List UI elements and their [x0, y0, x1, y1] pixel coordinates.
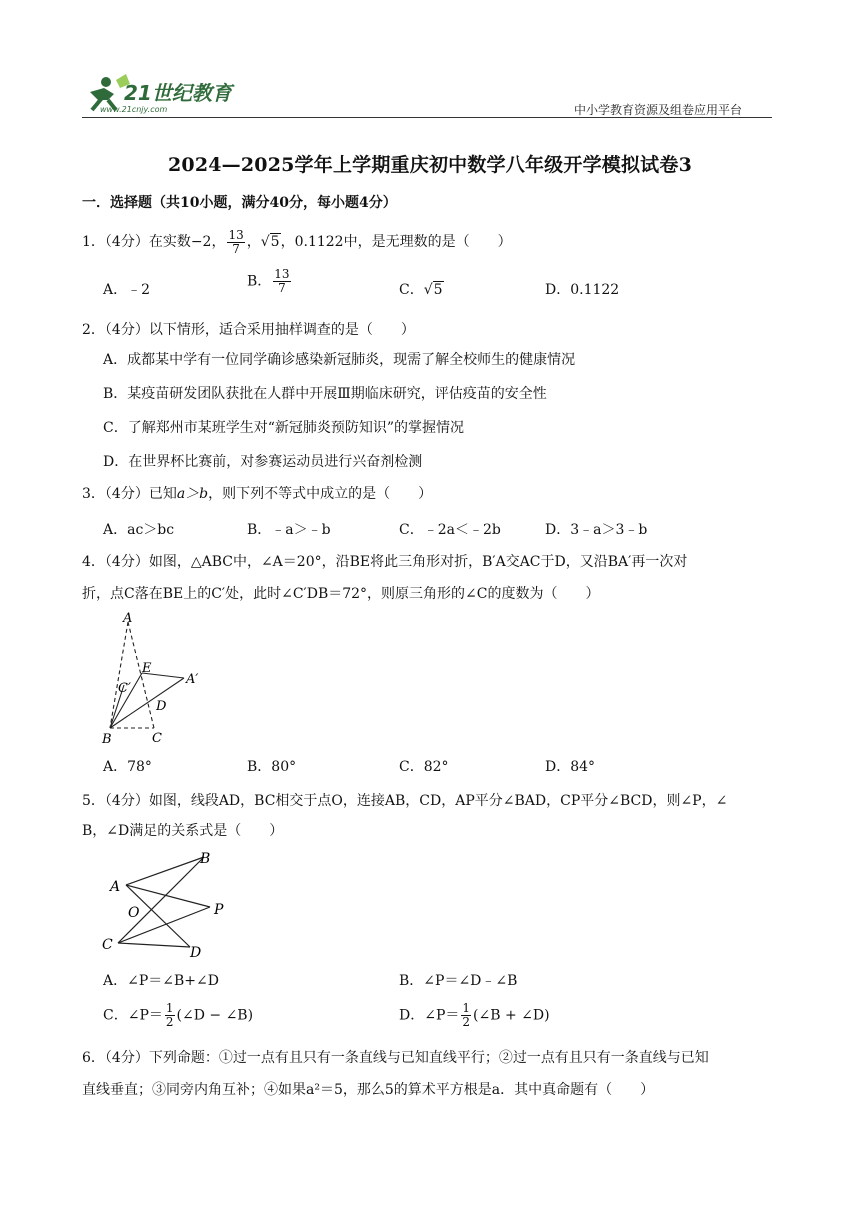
platform-label: 中小学教育资源及组卷应用平台 [573, 103, 742, 117]
q2-option-b[interactable]: B．某疫苗研发团队获批在人群中开展Ⅲ期临床研究，评估疫苗的安全性 [103, 386, 547, 402]
q1-option-a[interactable]: A．﹣2 [103, 282, 151, 298]
svg-text:B: B [200, 851, 211, 867]
svg-text:E: E [142, 661, 152, 676]
q1-option-c[interactable]: C．√5 [399, 282, 443, 298]
q4-figure [96, 610, 216, 750]
svg-text:P: P [214, 902, 224, 918]
svg-text:D: D [156, 699, 167, 714]
logo-text: 21世纪教育 [124, 81, 232, 105]
svg-text:D: D [190, 945, 202, 961]
q5-figure [100, 845, 240, 963]
q1-option-b[interactable]: B． $\frac{13}{7}$ [247, 267, 290, 295]
svg-text:B: B [102, 732, 112, 747]
q5-option-c[interactable]: C．∠P＝ $\frac{1}{2}$ (∠D − ∠B) [103, 1001, 254, 1029]
q4-option-a[interactable]: A．78° [103, 759, 152, 775]
question-6-line-1: 6．（4分）下列命题：①过一点有且只有一条直线与已知直线平行；②过一点有且只有一条直线与已知 [82, 1050, 709, 1066]
logo-url: www.21cnjy.com [100, 105, 168, 114]
q1-fraction: $\frac{13}{7}$ [228, 227, 244, 256]
q1-num: 1．（4分）在实数 [82, 234, 191, 250]
q3-option-a[interactable]: A．ac＞bc [103, 522, 175, 538]
question-1: 1．（4分）在实数−2， $\frac{13}{7}$ ，√5，0.1122中，是无理数的是（ ） [82, 226, 772, 258]
runner-logo-icon [80, 70, 250, 116]
question-3: 3．（4分）已知a＞b，则下列不等式中成立的是（ ） [82, 486, 433, 502]
question-2: 2．（4分）以下情形，适合采用抽样调查的是（ ） [82, 322, 415, 338]
question-4-line-1: 4．（4分）如图，△ABC中，∠A＝20°，沿BE将此三角形对折，B′A交AC于D，又沿BA′再一次对 [82, 554, 688, 570]
q3-option-b[interactable]: B．﹣a＞﹣b [247, 522, 331, 538]
header-divider [82, 117, 772, 118]
section-heading: 一．选择题（共10小题，满分40分，每小题4分） [82, 195, 397, 211]
svg-text:C: C [152, 731, 162, 746]
svg-text:O: O [128, 905, 140, 921]
question-4-line-2: 折，点C落在BE上的C′处，此时∠C′DB＝72°，则原三角形的∠C的度数为（ ） [82, 586, 600, 602]
q2-option-a[interactable]: A．成都某中学有一位同学确诊感染新冠肺炎，现需了解全校师生的健康情况 [103, 352, 576, 368]
q3-option-d[interactable]: D．3﹣a＞3﹣b [545, 522, 648, 538]
q1-sqrt: √5 [260, 234, 280, 250]
q5-option-d[interactable]: D．∠P＝ $\frac{1}{2}$ (∠B + ∠D) [399, 1001, 550, 1029]
q2-option-c[interactable]: C．了解郑州市某班学生对“新冠肺炎预防知识”的掌握情况 [103, 420, 465, 436]
question-6-line-2: 直线垂直；③同旁内角互补；④如果a²＝5，那么5的算术平方根是a．其中真命题有（ ） [82, 1082, 655, 1098]
svg-text:C′: C′ [118, 681, 131, 696]
svg-text:A: A [110, 879, 121, 895]
q5-option-b[interactable]: B．∠P＝∠D﹣∠B [399, 973, 518, 989]
q4-option-c[interactable]: C．82° [399, 759, 449, 775]
q1-option-d[interactable]: D．0.1122 [545, 282, 620, 298]
question-5-line-1: 5．（4分）如图，线段AD，BC相交于点O，连接AB，CD，AP平分∠BAD，CP平分∠BCD，则∠P，∠ [82, 793, 728, 809]
question-5-line-2: B，∠D满足的关系式是（ ） [82, 823, 284, 839]
page-title: 2024—2025学年上学期重庆初中数学八年级开学模拟试卷3 [168, 154, 692, 176]
q4-option-d[interactable]: D．84° [545, 759, 596, 775]
q4-option-b[interactable]: B．80° [247, 759, 297, 775]
q3-option-c[interactable]: C．﹣2a＜﹣2b [399, 522, 501, 538]
svg-text:C: C [102, 937, 113, 953]
q5-option-a[interactable]: A．∠P＝∠B+∠D [103, 973, 219, 989]
logo [80, 70, 250, 116]
svg-text:A′: A′ [186, 672, 199, 687]
svg-text:A: A [123, 611, 133, 626]
q2-option-d[interactable]: D．在世界杯比赛前，对参赛运动员进行兴奋剂检测 [103, 454, 423, 470]
